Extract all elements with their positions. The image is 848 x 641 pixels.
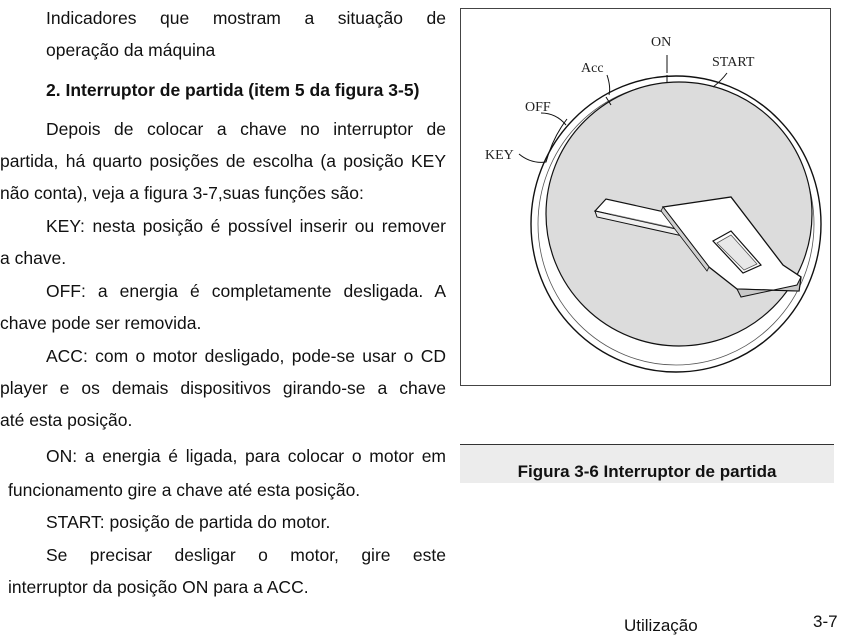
on-position-label: ON [651,35,672,50]
text-line-17: Se precisar desligar o motor, gire este [46,545,446,565]
text-line-2: operação da máquina [46,40,216,60]
text-line-13: até esta posição. [0,410,133,430]
text-line-8: a chave. [0,248,67,268]
figure-caption-band [460,445,834,483]
text-line-6: não conta), veja a figura 3-7,suas funções são: [0,183,364,203]
figure-caption: Figura 3-6 Interruptor de partida [517,462,777,481]
text-line-16: START: posição de partida do motor. [46,512,331,532]
key-position-label: KEY [485,148,514,163]
text-line-12: player e os demais dispositivos girando-se a chave [0,378,446,398]
acc-leader-line [607,75,610,95]
text-line-11: ACC: com o motor desligado, pode-se usar o CD [46,346,446,366]
text-line-9: OFF: a energia é completamente desligada. A [46,281,446,301]
ignition-switch-diagram [461,9,832,387]
text-line-18: interruptor da posição ON para a ACC. [8,577,309,597]
text-line-1: Indicadores que mostram a situação de [46,8,446,28]
start-position-label: START [712,55,755,70]
text-line-5: partida, há quarto posições de escolha (a posição KEY [0,151,446,171]
text-line-7: KEY: nesta posição é possível inserir ou remover [46,216,446,236]
section-heading: 2. Interruptor de partida (item 5 da figura 3-5) [46,80,420,100]
off-position-label: OFF [525,100,551,115]
text-line-4: Depois de colocar a chave no interruptor de [46,119,446,139]
footer-page-number: 3-7 [813,612,838,631]
ignition-switch-figure [460,8,831,386]
footer-section-name: Utilização [624,616,698,635]
text-line-10: chave pode ser removida. [0,313,202,333]
acc-position-label: Acc [581,61,604,76]
text-line-14: ON: a energia é ligada, para colocar o motor em [46,446,446,466]
text-line-15: funcionamento gire a chave até esta posição. [8,480,361,500]
